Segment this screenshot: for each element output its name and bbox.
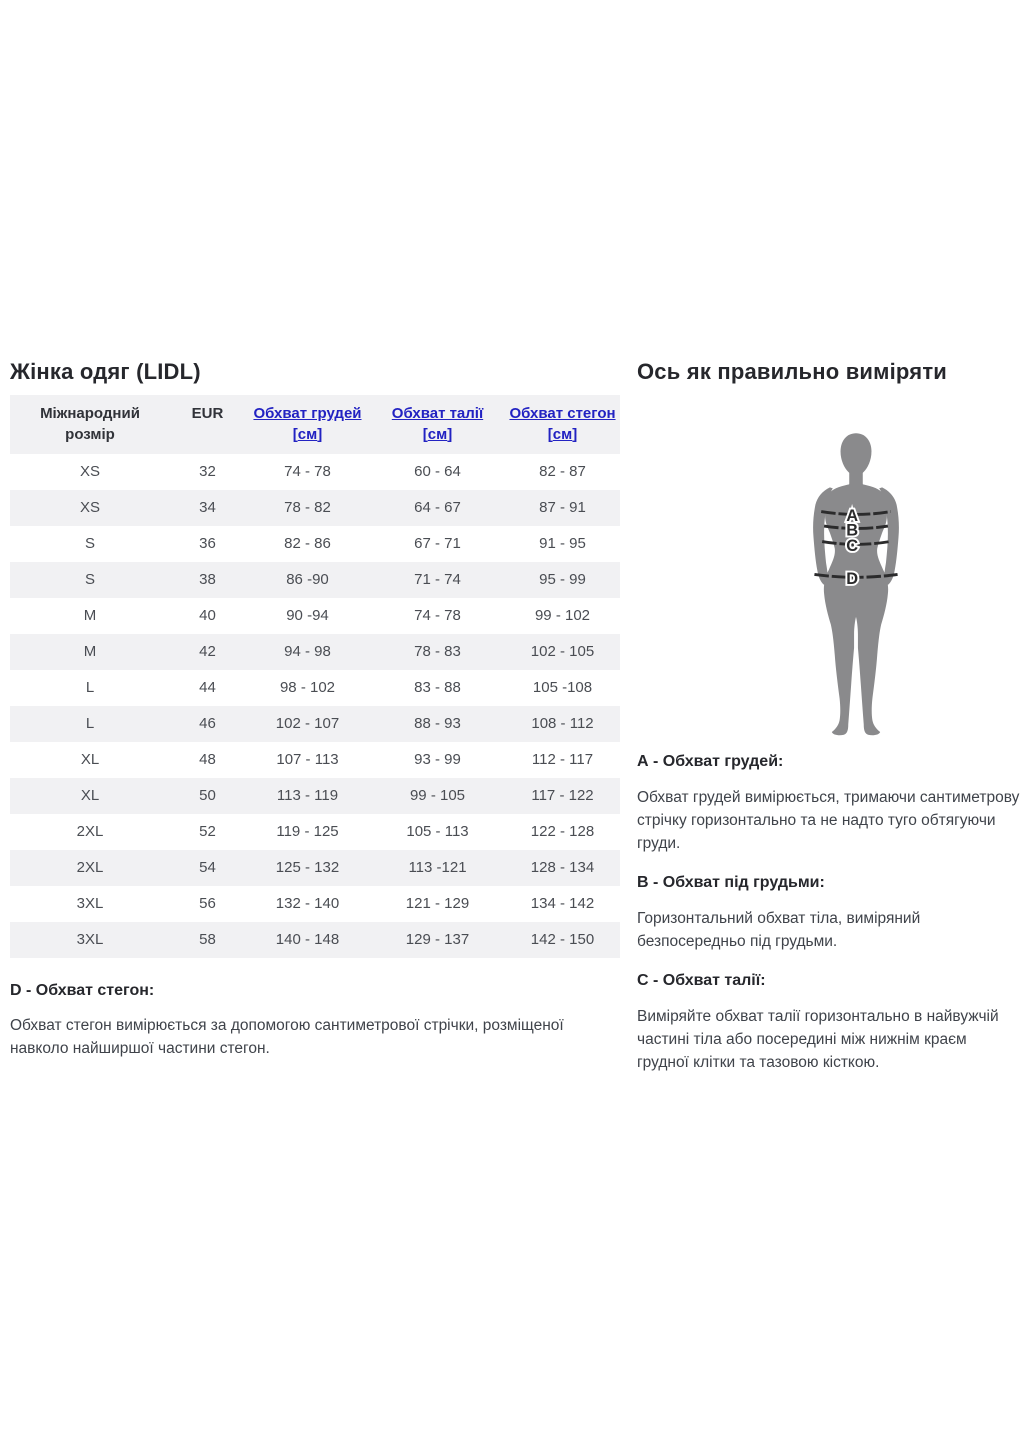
chest-cell: 98 - 102 <box>245 670 370 706</box>
hips-cell: 134 - 142 <box>505 886 620 922</box>
waist-header-link[interactable]: Обхват талії <box>391 405 484 422</box>
waist-cell: 60 - 64 <box>370 454 505 490</box>
size-cell: M <box>10 598 170 634</box>
waist-section-heading: С - Обхват талії: <box>637 972 766 989</box>
underbust-section-text: Горизонтальний обхват тіла, виміряний безпосередньо під грудьми. <box>637 910 921 950</box>
chest-cell: 107 - 113 <box>245 742 370 778</box>
table-row <box>10 598 620 634</box>
col-header-waist <box>370 395 505 454</box>
table-row <box>10 526 620 562</box>
table-row <box>10 850 620 886</box>
bracket-close: ] <box>447 426 453 443</box>
chest-section-heading: А - Обхват грудей: <box>637 753 784 770</box>
hips-header-link[interactable]: Обхват стегон <box>509 405 616 422</box>
eur-cell: 48 <box>170 742 245 778</box>
table-row <box>10 706 620 742</box>
size-cell: 2XL <box>10 814 170 850</box>
hips-cell: 142 - 150 <box>505 922 620 958</box>
table-row <box>10 634 620 670</box>
marker-b-label: B <box>845 521 858 540</box>
waist-section-text: Виміряйте обхват талії горизонтально в найвужчій частині тіла або посередині між нижнім краєм грудної клітки та тазовою кісткою. <box>637 1008 999 1071</box>
hips-cell: 105 -108 <box>505 670 620 706</box>
eur-cell: 38 <box>170 562 245 598</box>
waist-cell: 74 - 78 <box>370 598 505 634</box>
hips-cell: 99 - 102 <box>505 598 620 634</box>
chest-section-text: Обхват грудей вимірюється, тримаючи сантиметрову стрічку горизонтально та не надто туго обтягуючи груди. <box>637 789 1020 852</box>
hips-cell: 95 - 99 <box>505 562 620 598</box>
size-cell: 3XL <box>10 922 170 958</box>
col-header-eur <box>170 395 245 454</box>
size-table-column <box>10 355 620 1060</box>
size-cell: S <box>10 526 170 562</box>
waist-unit-link[interactable]: см <box>427 426 448 443</box>
eur-cell: 44 <box>170 670 245 706</box>
waist-cell: 64 - 67 <box>370 490 505 526</box>
underbust-section-heading: В - Обхват під грудьми: <box>637 874 825 891</box>
chest-header-link[interactable]: Обхват грудей <box>253 405 362 422</box>
size-cell: 3XL <box>10 886 170 922</box>
bracket-open: [ <box>292 426 298 443</box>
hips-cell: 108 - 112 <box>505 706 620 742</box>
body-measurement-figure <box>798 431 914 741</box>
table-row <box>10 490 620 526</box>
chest-cell: 102 - 107 <box>245 706 370 742</box>
marker-c-label: C <box>845 537 858 556</box>
size-table <box>10 395 620 958</box>
hips-cell: 91 - 95 <box>505 526 620 562</box>
eur-cell: 32 <box>170 454 245 490</box>
eur-cell: 40 <box>170 598 245 634</box>
eur-cell: 52 <box>170 814 245 850</box>
hips-cell: 82 - 87 <box>505 454 620 490</box>
hips-cell: 122 - 128 <box>505 814 620 850</box>
table-row <box>10 742 620 778</box>
size-cell: XL <box>10 742 170 778</box>
eur-cell: 56 <box>170 886 245 922</box>
eur-cell: 36 <box>170 526 245 562</box>
chest-unit <box>293 426 322 443</box>
marker-a-label: A <box>845 507 858 526</box>
waist-cell: 67 - 71 <box>370 526 505 562</box>
eur-cell: 58 <box>170 922 245 958</box>
chest-cell: 113 - 119 <box>245 778 370 814</box>
hips-cell: 112 - 117 <box>505 742 620 778</box>
chest-cell: 140 - 148 <box>245 922 370 958</box>
waist-cell: 88 - 93 <box>370 706 505 742</box>
size-guide-page <box>10 355 1022 1074</box>
eur-cell: 50 <box>170 778 245 814</box>
size-cell: XL <box>10 778 170 814</box>
col-header-hips <box>505 395 620 454</box>
waist-unit <box>423 426 452 443</box>
hips-cell: 102 - 105 <box>505 634 620 670</box>
col-header-eur-label: EUR <box>191 405 224 422</box>
bracket-close: ] <box>317 426 323 443</box>
waist-cell: 93 - 99 <box>370 742 505 778</box>
chest-unit-link[interactable]: см <box>297 426 318 443</box>
size-cell: 2XL <box>10 850 170 886</box>
waist-cell: 83 - 88 <box>370 670 505 706</box>
size-cell: L <box>10 670 170 706</box>
waist-cell: 78 - 83 <box>370 634 505 670</box>
col-header-size-line1: Міжнародний <box>40 405 140 422</box>
col-header-chest <box>245 395 370 454</box>
marker-d-label: D <box>845 570 858 589</box>
table-row <box>10 454 620 490</box>
hips-cell: 128 - 134 <box>505 850 620 886</box>
eur-cell: 54 <box>170 850 245 886</box>
table-row <box>10 922 620 958</box>
chest-cell: 94 - 98 <box>245 634 370 670</box>
hips-note-text: Обхват стегон вимірюється за допомогою сантиметрової стрічки, розміщеної навколо найширшої частини стегон. <box>10 1017 564 1057</box>
hips-unit <box>548 426 577 443</box>
waist-cell: 99 - 105 <box>370 778 505 814</box>
table-header-row <box>10 395 620 454</box>
col-header-size-line2: розмір <box>65 426 115 443</box>
chest-cell: 119 - 125 <box>245 814 370 850</box>
size-cell: L <box>10 706 170 742</box>
chest-cell: 132 - 140 <box>245 886 370 922</box>
chest-cell: 125 - 132 <box>245 850 370 886</box>
eur-cell: 34 <box>170 490 245 526</box>
eur-cell: 42 <box>170 634 245 670</box>
bracket-open: [ <box>547 426 553 443</box>
table-row <box>10 670 620 706</box>
hips-unit-link[interactable]: см <box>552 426 573 443</box>
bracket-close: ] <box>572 426 578 443</box>
size-cell: S <box>10 562 170 598</box>
hips-cell: 117 - 122 <box>505 778 620 814</box>
table-row <box>10 814 620 850</box>
col-header-international-size <box>10 395 170 454</box>
waist-cell: 113 -121 <box>370 850 505 886</box>
waist-cell: 71 - 74 <box>370 562 505 598</box>
waist-cell: 121 - 129 <box>370 886 505 922</box>
hips-cell: 87 - 91 <box>505 490 620 526</box>
page-title: Жінка одяг (LIDL) <box>10 359 201 384</box>
measuring-guide-column <box>637 355 1022 1074</box>
chest-cell: 82 - 86 <box>245 526 370 562</box>
size-cell: XS <box>10 454 170 490</box>
size-cell: XS <box>10 490 170 526</box>
eur-cell: 46 <box>170 706 245 742</box>
table-row <box>10 562 620 598</box>
waist-cell: 129 - 137 <box>370 922 505 958</box>
chest-cell: 90 -94 <box>245 598 370 634</box>
size-cell: M <box>10 634 170 670</box>
chest-cell: 78 - 82 <box>245 490 370 526</box>
bracket-open: [ <box>422 426 428 443</box>
hips-note-heading: D - Обхват стегон: <box>10 982 155 999</box>
body-figure-wrap <box>663 431 1035 741</box>
table-row <box>10 886 620 922</box>
chest-cell: 74 - 78 <box>245 454 370 490</box>
table-row <box>10 778 620 814</box>
chest-cell: 86 -90 <box>245 562 370 598</box>
measuring-guide-title: Ось як правильно виміряти <box>637 359 948 384</box>
waist-cell: 105 - 113 <box>370 814 505 850</box>
